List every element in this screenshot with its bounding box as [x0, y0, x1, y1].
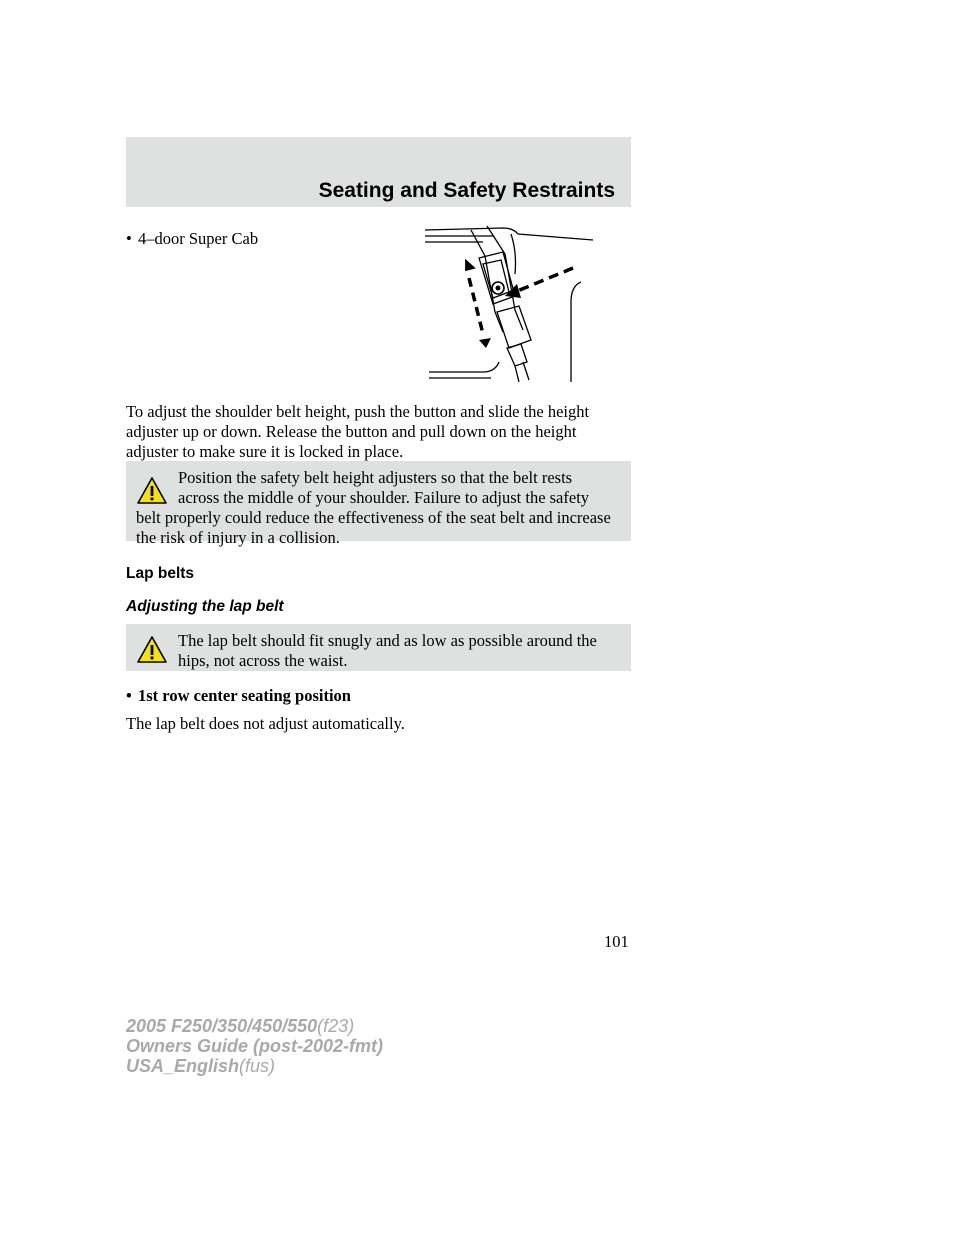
double-arrow-icon	[462, 257, 491, 348]
footer-line-3	[126, 1056, 383, 1076]
bullet-super-cab	[126, 229, 258, 249]
warning-text-line-1: The lap belt should fit snugly and as low as possible around the	[178, 631, 597, 650]
footer-language-code: (fus)	[239, 1056, 276, 1076]
section-header-band	[126, 137, 631, 207]
adjust-height-paragraph: To adjust the shoulder belt height, push the button and slide the height adjuster up or down. Release the button and pull down on the height adjuster to make sure it is locked in place.	[126, 402, 590, 461]
footer-model: 2005 F250/350/450/550	[126, 1016, 318, 1036]
warning-triangle-icon	[136, 476, 168, 506]
footer-language: USA_English	[126, 1056, 240, 1076]
footer-model-code: (f23)	[317, 1016, 355, 1036]
page-number: 101	[604, 932, 629, 951]
warning-text-line-1: Position the safety belt height adjusters so that the belt rests	[178, 468, 573, 487]
warning-text-line-2: across the middle of your shoulder. Failure to adjust the safety	[178, 488, 590, 507]
bullet-text: 4–door Super Cab	[138, 229, 259, 248]
warning-text-rest: belt properly could reduce the effectiveness of the seat belt and increase the risk of injury in a collision.	[136, 508, 611, 547]
warning-triangle-icon	[136, 635, 168, 665]
footer-guide: Owners Guide (post-2002-fmt)	[126, 1036, 384, 1056]
shoulder-belt-adjuster-illustration	[423, 222, 593, 388]
adjusting-lap-belt-subheading: Adjusting the lap belt	[126, 598, 284, 615]
lap-belts-heading: Lap belts	[126, 565, 195, 582]
footer-line-1	[126, 1016, 383, 1036]
bullet-center-seating	[126, 686, 351, 706]
section-title: Seating and Safety Restraints	[318, 179, 615, 202]
bullet-text: 1st row center seating position	[138, 686, 351, 705]
warning-box-lap-belt	[126, 624, 631, 671]
document-footer	[126, 1016, 383, 1076]
warning-text-line-2: hips, not across the waist.	[178, 651, 348, 670]
bullet-symbol: •	[126, 686, 132, 705]
warning-box-height-adjuster	[126, 461, 631, 547]
bullet-symbol: •	[126, 229, 132, 248]
footer-line-2	[126, 1036, 383, 1056]
lap-belt-paragraph: The lap belt does not adjust automatically.	[126, 714, 405, 733]
